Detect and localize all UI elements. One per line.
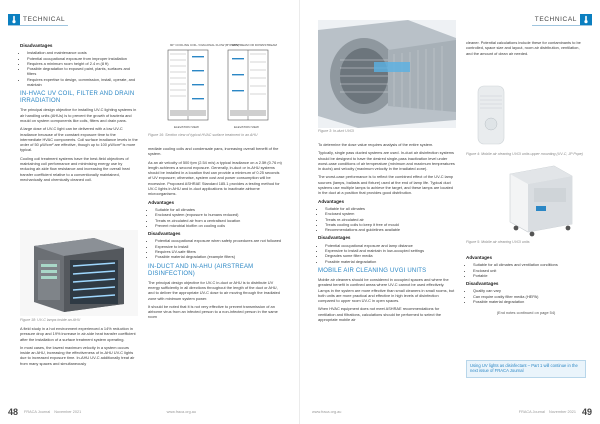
section-tag bbox=[8, 14, 65, 25]
list-item: • Degrades some filter media bbox=[325, 253, 456, 258]
continuation-callout: Using UV lights as disinfectant – Part 1 will continue in the next issue of FRACA Journal bbox=[466, 360, 586, 378]
tag-rule bbox=[532, 25, 592, 26]
disadvantages-list bbox=[466, 288, 586, 304]
in-duct-uvgi-photo bbox=[318, 20, 456, 128]
list-item: • Potential occupational exposure and lamp distance bbox=[325, 243, 456, 248]
page-number: 49 bbox=[581, 407, 592, 417]
paragraph: In most cases, the lowest maximum velocity in a system occurs inside an AHU, increasing the effectiveness of in-AHU UV-C lights due to increased exposure time. In-AHU UV-C additionally treat air from many spaces and simultaneously bbox=[20, 344, 135, 366]
section-heading: MOBILE AIR CLEANING UVGI UNITS bbox=[318, 267, 427, 274]
paragraph: To determine the dose value requires analysis of the entire system. bbox=[318, 142, 434, 147]
advantages-list bbox=[148, 207, 282, 228]
disadvantages-list bbox=[148, 238, 282, 259]
section-heading: IN-HVAC UV COIL, FILTER AND DRAIN IRRADIATION bbox=[20, 91, 135, 105]
disadvantages-heading: Disadvantages bbox=[466, 281, 499, 287]
section-tag bbox=[535, 14, 592, 25]
footer-issue: FRACA Journal bbox=[24, 410, 51, 414]
left-column-1-bottom bbox=[20, 326, 138, 369]
section-tag-label: TECHNICAL bbox=[23, 16, 66, 23]
paragraph: Typically, single pass ducted systems are used. In-duct air disinfection systems should be designed to have the desired single-pass inactivation level under worst-case conditions of air temperature (minimum and maximum temperatures in ducts) and velocity (maximum velocity in the irradiated zone). bbox=[318, 150, 455, 172]
right-page bbox=[300, 0, 600, 424]
paragraph: The principal design objective for UV-C in-duct or AHU is to distribute UV energy sufficiently in all directions throughout the length of the duct or AHU, and to deliver the appropriate UV-C dose to air moving through the irradiated zone with minimum system power. bbox=[148, 279, 280, 301]
list-item: • Can require costly filter media (HEPA) bbox=[473, 294, 586, 299]
mobile-uvgi-unit-photo bbox=[496, 160, 584, 238]
section-tag-label: TECHNICAL bbox=[534, 16, 577, 23]
section-heading: IN-DUCT AND IN-AHU (AIRSTREAM DISINFECTION) bbox=[148, 263, 254, 277]
list-item: • Treats re-circulated air from a centralised location bbox=[155, 218, 282, 223]
footer-issue: FRACA Journal bbox=[518, 410, 545, 414]
figure-caption: Figure 5: Mobile air cleaning UVGI units bbox=[466, 240, 530, 244]
list-item: • Requires a minimum room height of 2.4 m (8 ft) bbox=[27, 61, 138, 66]
paragraph: Cooling coil treatment systems have the best-field objectives of maintaining coil performance and minimising energy use by reducing air-side flow resistance and increasing the overall heat transfer coefficient relative to a conventionally maintained, mechanically and chemically cleaned coil. bbox=[20, 155, 130, 182]
hvac-section-diagram bbox=[148, 40, 282, 132]
figure-caption: Figure 4: Mobile air cleaning UVGI units upper mounting (UV-C, JP Pope) bbox=[466, 152, 583, 156]
advantages-list bbox=[318, 206, 456, 232]
diagram-right-title: UPSTREAM OR DOWNSTREAM bbox=[232, 43, 277, 47]
diagram-left-subtitle: ELEVATION VIEW bbox=[174, 125, 199, 129]
ahu-uv-lamps-photo bbox=[20, 230, 138, 316]
thermometer-icon bbox=[8, 14, 20, 25]
left-column-2 bbox=[148, 146, 282, 323]
left-column-1 bbox=[20, 40, 138, 185]
footer-url[interactable]: www.fraca.org.au bbox=[312, 410, 342, 414]
paragraph: As an air velocity of 500 fpm (2.54 m/s) a typical irradiance on a 2.5ft (0.76 m) length achieves a second exposure. Generally, in-duct or in-AHU systems should be installed in a location that can provide a minimum of 0.25 seconds of UV exposure; otherwise, system cost and power consumption will be excessive. Proposed ASHRAE Standard 185.1 provides a testing method for UV-C lights in AHU and in-duct applications to inactivate airborne microorganisms. bbox=[148, 159, 282, 197]
advantages-heading: Advantages bbox=[148, 199, 175, 205]
paragraph: The worst-case performance is to reflect the combined effect of the UV-C lamp sources (lamps, ballasts and fixture) used at the end of lamp life. Typical duct systems use multiple lamps to achieve the target, and these lamps are located in the duct at a position that provides good distribution. bbox=[318, 174, 454, 196]
list-item: • Suitable for all climates and ventilation conditions bbox=[473, 262, 586, 267]
paragraph: A large dose of UV-C light can be delivered with a low UV-C irradiance because of the constant exposure time to the intermediate HVAC components. Coil surface irradiance levels in the order of 50 μW/cm² are effective, though up to 100 μW/cm² is more typical. bbox=[20, 126, 138, 153]
right-column-2-top bbox=[466, 40, 586, 59]
paragraph: cleaner. Potential calculations include these for contaminants to be controlled, space size and layout, room air distribution, ventilation, and the amount of clean air needed. bbox=[466, 40, 581, 56]
right-column-1 bbox=[318, 142, 456, 325]
advantages-list bbox=[466, 262, 586, 278]
page-footer bbox=[308, 406, 592, 418]
list-item: • Recommendations and guidelines available bbox=[325, 227, 456, 232]
paragraph: When HVAC equipment does not meet ASHRAE recommendations for ventilation and filtrations, calculations should be performed to select the appropriate mobile air bbox=[318, 306, 442, 323]
list-item: • Potential occupational exposure when safety procedures are not followed bbox=[155, 238, 282, 243]
right-column-2 bbox=[466, 252, 586, 319]
list-item: • Suitable for all climates bbox=[155, 207, 282, 212]
diagram-right-subtitle: ELEVATION VIEW bbox=[234, 125, 259, 129]
list-item: • Possible material degradation bbox=[325, 259, 456, 264]
list-item: • Possible material degradation bbox=[473, 299, 586, 304]
list-item: • Potential occupational exposure from improper installation bbox=[27, 56, 138, 61]
list-item: • Possible material degradation (example filters) bbox=[155, 254, 282, 259]
list-item: • Possible degradation to exposed paint, plants, surfaces and filters bbox=[27, 66, 138, 77]
end-note: (End notes continued on page 54) bbox=[496, 310, 556, 316]
footer-url[interactable]: www.fraca.org.au bbox=[166, 410, 196, 414]
list-item: • Installation and maintenance costs bbox=[27, 50, 138, 55]
advantages-heading: Advantages bbox=[466, 255, 493, 260]
paragraph: It should be noted that it is not very effective to prevent transmission of an airborne virus from an infected person to a non-infected person in the same room bbox=[148, 303, 278, 320]
list-item: • Prevent microbial biofilm on cooling coils bbox=[155, 223, 282, 228]
paragraph: Mobile air cleaners should be considered in occupied spaces and where the greatest benefit in confined areas where UV-C cannot be used effectively. Lamps in the system are more effective than small cleaners in small rooms, but both units are more practical and effective in high levels of disinfection compared to upper room UV-C in open spaces. bbox=[318, 276, 455, 304]
list-item: • Treats cooling coils to keep it free of mould bbox=[325, 222, 456, 227]
disadvantages-heading: Disadvantages bbox=[318, 235, 351, 241]
advantages-heading: Advantages bbox=[318, 198, 345, 204]
paragraph: A field study in a hot environment experienced a 14% reduction in pressure drop and 19% increase in air-side heat transfer coefficient after the installation of a surface treatment system operating. bbox=[20, 326, 136, 342]
list-item: • Enclosed system (exposure to humans reduced) bbox=[155, 212, 282, 217]
figure-caption: Figure 16: Section view of typical HVAC surface treatment in an AHU bbox=[148, 133, 258, 137]
list-item: • Expensive to install bbox=[155, 244, 282, 249]
list-item: • Suitable for all climates bbox=[325, 206, 456, 211]
list-item: • Enclosed unit bbox=[473, 268, 586, 273]
page-number: 48 bbox=[8, 407, 19, 417]
figure-caption: Figure 3: In-duct UVGI bbox=[318, 129, 354, 133]
disadvantages-list bbox=[318, 243, 456, 264]
mobile-air-cleaner-photo bbox=[466, 80, 516, 150]
diagram-left-title: 90° COOLING COIL / DIAGONAL FLOW (BYPASS) bbox=[170, 43, 239, 47]
disadvantages-heading: Disadvantages bbox=[148, 231, 181, 237]
list-item: • Quality can vary bbox=[473, 288, 586, 293]
thermometer-icon bbox=[580, 14, 592, 25]
list-item: • Requires expertise to design, commission, install, operate, and maintain bbox=[27, 77, 138, 88]
list-item: • Treats re-circulated air bbox=[325, 217, 456, 222]
footer-month: November 2021 bbox=[548, 410, 576, 414]
list-item: • Requires UV-safe filters bbox=[155, 249, 282, 254]
paragraph: mediate cooling coils and condensate pans, increasing overall benefit of the system. bbox=[148, 146, 279, 157]
disadvantages-list bbox=[20, 50, 138, 87]
tag-rule bbox=[8, 25, 68, 26]
paragraph: The principal design objective for installing UV-C lighting systems in air handling units (AHUs) is to prevent the growth of bacteria and mould on system components like coils, filters and drain pans. bbox=[20, 107, 137, 123]
page-footer bbox=[8, 406, 292, 418]
list-item: • Portable bbox=[473, 273, 586, 278]
figure-caption: Figure 18: UV-C lamps inside an AHU bbox=[20, 318, 81, 322]
list-item: • Expensive to install and maintain in low-occupied settings bbox=[325, 248, 456, 253]
disadvantages-heading: Disadvantages bbox=[20, 43, 53, 48]
footer-month: November 2021 bbox=[54, 410, 82, 414]
list-item: • Enclosed system bbox=[325, 211, 456, 216]
